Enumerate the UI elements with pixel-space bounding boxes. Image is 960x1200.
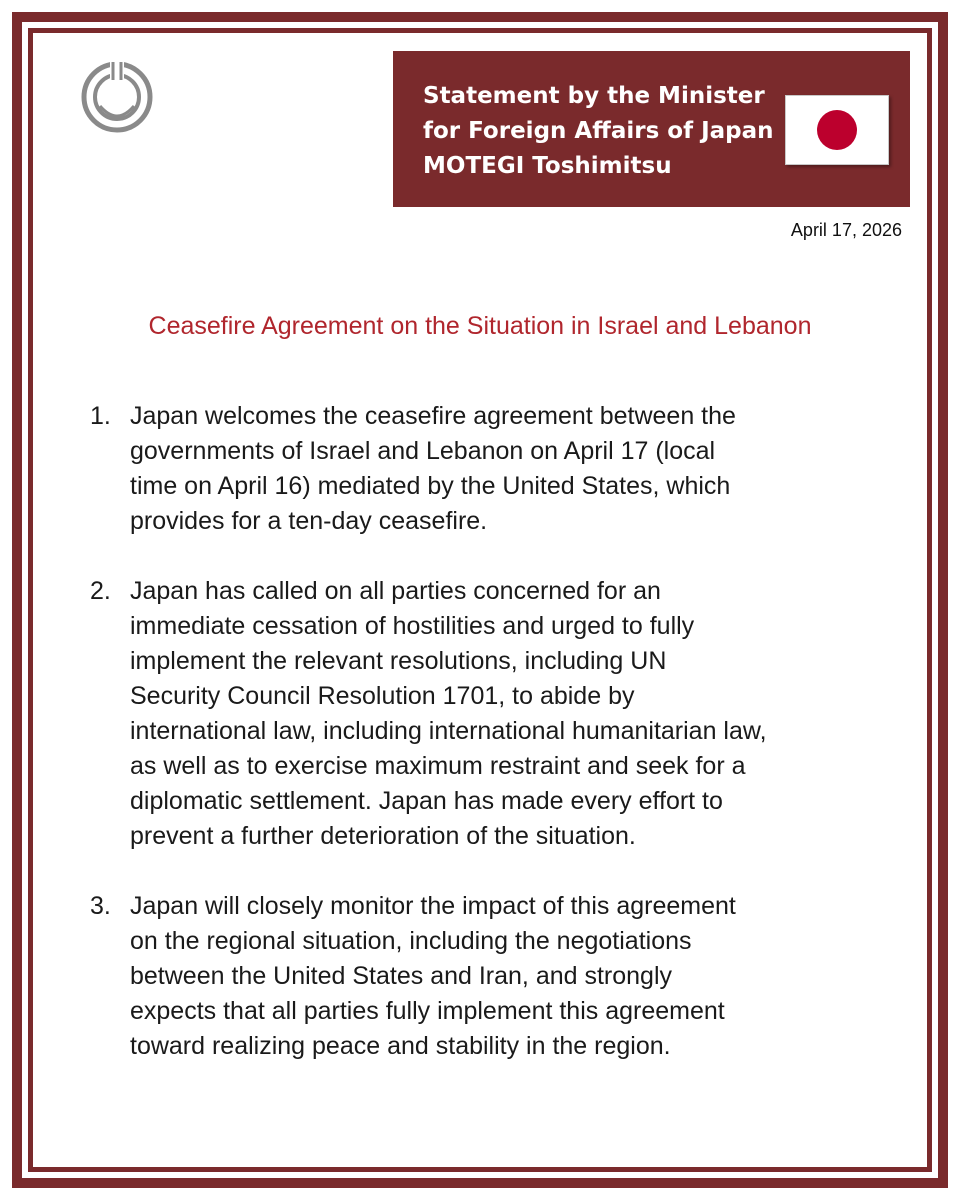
item-text-line: on the regional situation, including the negotiations [130,927,692,955]
ministry-emblem-icon [80,60,154,134]
item-text-line: Japan welcomes the ceasefire agreement between the [130,402,736,430]
item-text-line: prevent a further deterioration of the situation. [130,822,636,850]
item-number: 3. [90,892,111,920]
item-text-line: implement the relevant resolutions, including UN [130,647,667,675]
header-title-line: for Foreign Affairs of Japan [423,118,774,144]
item-text-line: as well as to exercise maximum restraint and seek for a [130,752,746,780]
item-text-line: international law, including international humanitarian law, [130,717,767,745]
item-text-line: diplomatic settlement. Japan has made every effort to [130,787,723,815]
item-number: 2. [90,577,111,605]
item-number: 1. [90,402,111,430]
item-text-line: Japan will closely monitor the impact of this agreement [130,892,736,920]
flag-disc [817,110,857,150]
item-text-line: Japan has called on all parties concerned for an [130,577,661,605]
item-text-line: toward realizing peace and stability in the region. [130,1032,671,1060]
statement-date: April 17, 2026 [790,220,902,240]
header-title [423,79,774,184]
page-title: Ceasefire Agreement on the Situation in Israel and Lebanon [148,312,812,340]
japan-flag-icon [785,95,889,165]
item-text-line: governments of Israel and Lebanon on April 17 (local [130,437,716,465]
statement-header-banner [393,51,910,207]
list-item [90,889,890,1064]
item-text-line: time on April 16) mediated by the United States, which [130,472,731,500]
statement-items [90,399,890,1099]
item-text-line: provides for a ten-day ceasefire. [130,507,488,535]
header-title-line: MOTEGI Toshimitsu [423,153,672,179]
item-text-line: between the United States and Iran, and strongly [130,962,673,990]
item-text-line: Security Council Resolution 1701, to abide by [130,682,635,710]
item-text-line: expects that all parties fully implement this agreement [130,997,725,1025]
item-text-line: immediate cessation of hostilities and urged to fully [130,612,695,640]
list-item [90,574,890,854]
list-item [90,399,890,539]
header-title-line: Statement by the Minister [423,83,765,109]
